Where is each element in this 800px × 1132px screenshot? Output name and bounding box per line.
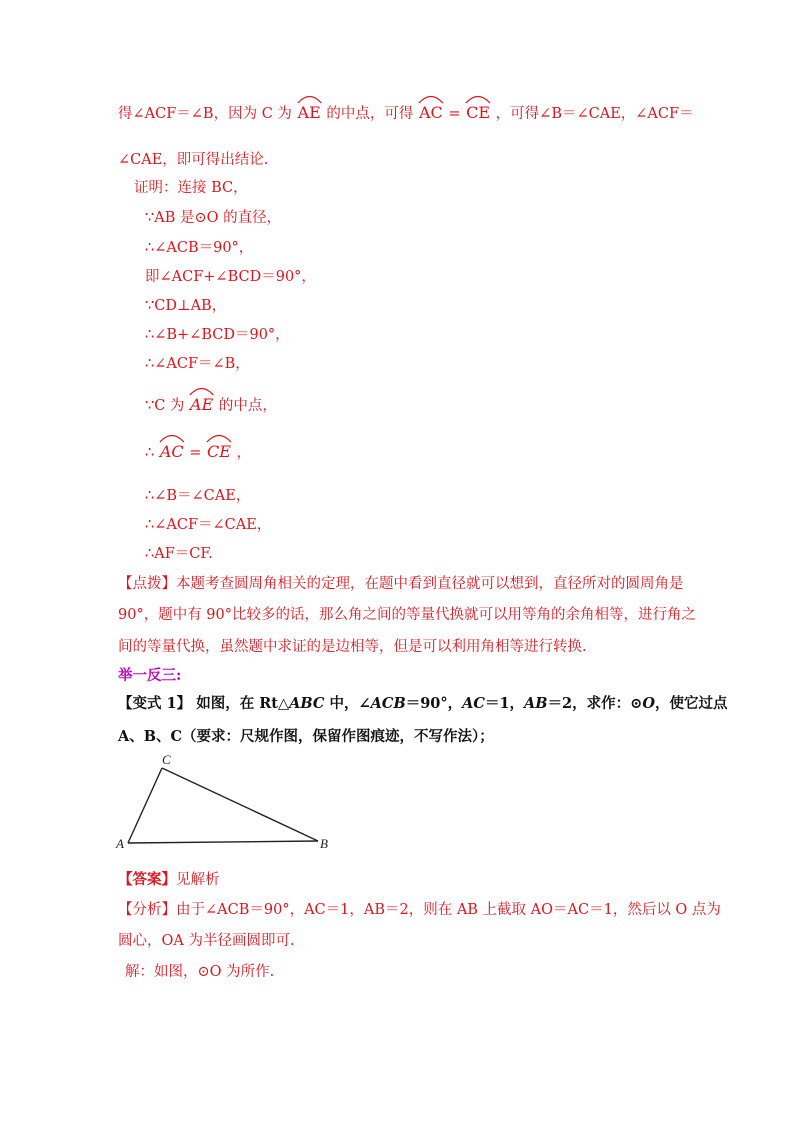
arc-ce: CE [206,442,232,463]
variant-line-1: 【变式 1】 如图，在 Rt△ABC 中，∠ACB＝90°，AC＝1，AB＝2，求作：⊙O，使它过点 [118,695,728,712]
analysis-line-2: 圆心，OA 为半径画圆即可. [118,933,295,949]
proof-step: ∴∠B＝∠CAE， [145,488,251,504]
arc-ce: CE [465,103,491,124]
proof-step: ∴∠ACF＝∠B， [145,356,250,372]
label-b: B [320,836,328,851]
arc-ae: AE [189,395,214,416]
label-a: A [116,836,124,851]
answer-tag: 【答案】 [118,871,176,888]
tip-tag: 【点拨】 [118,576,176,592]
proof-step: ∵CD⊥AB， [145,298,227,314]
proof-step: 即∠ACF+∠BCD＝90°， [145,269,316,285]
answer-line: 【答案】见解析 [118,871,220,888]
side-ac [128,768,162,843]
tip-line-3: 间的等量代换，虽然题中求证的是边相等，但是可以利用角相等进行转换. [118,639,587,655]
proof-step: ∵AB 是⊙O 的直径， [145,210,282,226]
proof-step: ∴∠ACB＝90°， [145,240,254,256]
side-ab [128,841,318,843]
intro-line-1 [118,103,694,124]
proof-step: ∴∠ACF＝∠CAE， [145,517,272,533]
equals-sign: = [448,106,461,122]
intro-text-b: 的中点，可得 [326,106,414,122]
analysis-tag: 【分析】 [118,902,176,918]
tip-line-2: 90°，题中有 90°比较多的话，那么角之间的等量代换就可以用等角的余角相等，进行角之 [118,607,697,623]
tip-line-1: 【点拨】本题考查圆周角相关的定理，在题中看到直径就可以想到，直径所对的圆周角是 [118,576,684,592]
triangle-figure [112,748,342,858]
label-c: C [162,752,171,767]
solution-line: 解：如图，⊙O 为所作. [125,964,275,980]
proof-step: ∴AF＝CF. [145,546,213,562]
intro-text-c: ，可得∠B＝∠CAE，∠ACF＝ [495,106,694,122]
proof-step: ∴∠B+∠BCD＝90°， [145,327,290,343]
section-heading: 举一反三: [118,667,182,684]
side-cb [162,768,318,841]
analysis-line-1: 【分析】由于∠ACB＝90°，AC＝1，AB＝2，则在 AB 上截取 AO＝AC＝1，然后以 O 点为 [118,902,721,918]
proof-head: 证明：连接 BC， [134,180,248,196]
arc-ac: AC [418,103,444,124]
proof-step-arcs: ∴ AC = CE ， [145,442,251,463]
arc-ae: AE [297,103,322,124]
variant-tag: 【变式 1】 [118,695,192,712]
variant-line-2: A、B、C（要求：尺规作图，保留作图痕迹，不写作法）； [118,728,494,745]
arc-ac: AC [159,442,185,463]
proof-step-midpoint: ∵C 为 AE 的中点， [145,395,277,416]
intro-line-2: ∠CAE，即可得出结论. [118,152,269,168]
intro-text-a: 得∠ACF＝∠B，因为 C 为 [118,106,292,122]
